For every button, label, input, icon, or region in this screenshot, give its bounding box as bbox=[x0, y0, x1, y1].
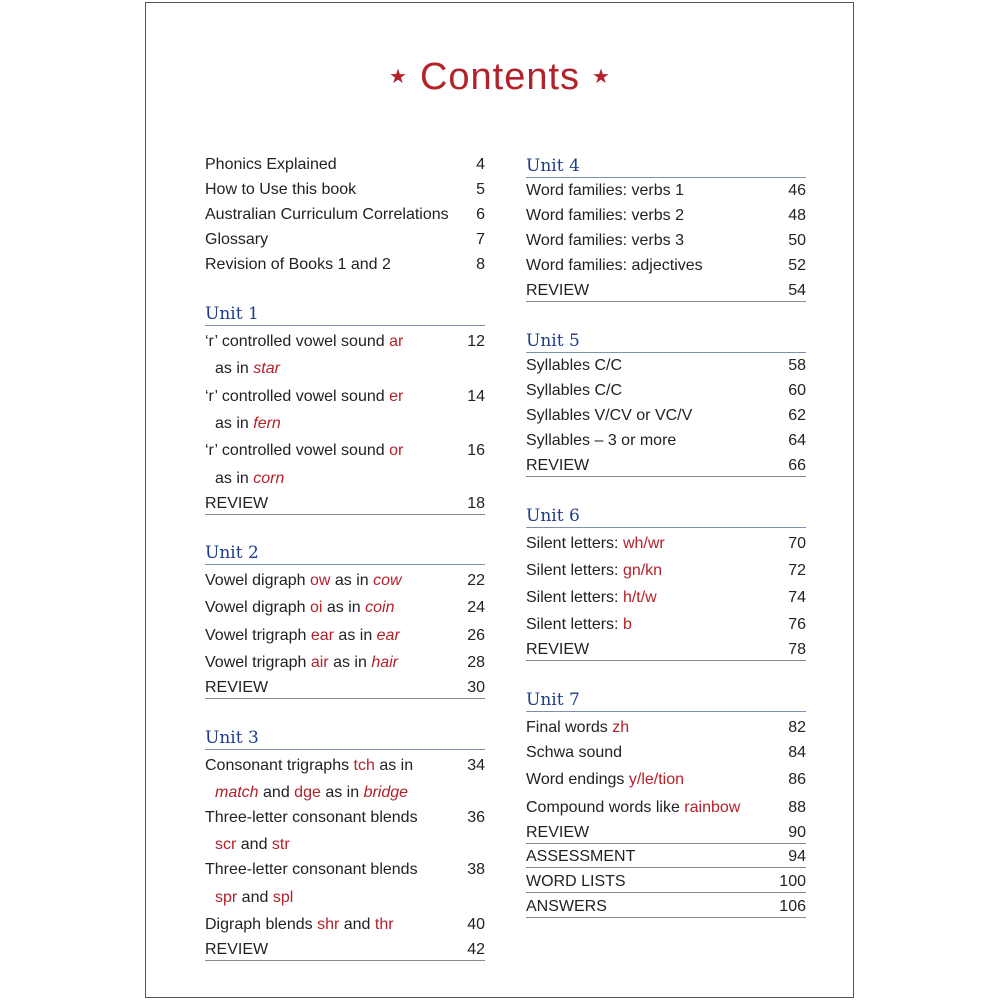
entry-label: Three-letter consonant blends bbox=[205, 809, 418, 826]
entry-page: 64 bbox=[788, 432, 806, 449]
toc-entry-phonics-explained[interactable] bbox=[205, 155, 485, 175]
toc-entry-unit3-scr[interactable] bbox=[205, 808, 485, 828]
entry-continuation: as in fern bbox=[215, 415, 281, 432]
unit-1-heading[interactable]: Unit 1 bbox=[205, 303, 485, 326]
entry-label: Phonics Explained bbox=[205, 156, 337, 173]
entry-label: REVIEW bbox=[205, 495, 269, 512]
entry-page: 88 bbox=[788, 799, 806, 816]
entry-page: 5 bbox=[476, 181, 485, 198]
entry-label: REVIEW bbox=[526, 457, 590, 474]
entry-page: 58 bbox=[788, 357, 806, 374]
entry-label: How to Use this book bbox=[205, 181, 357, 198]
entry-label: Silent letters: gn/kn bbox=[526, 562, 663, 579]
toc-entry-unit1-er[interactable] bbox=[205, 387, 485, 407]
unit-3-heading[interactable]: Unit 3 bbox=[205, 727, 485, 750]
toc-entry-unit6-b[interactable] bbox=[526, 615, 806, 635]
toc-entry-word-lists[interactable] bbox=[526, 872, 806, 893]
toc-entry-unit2-oi[interactable] bbox=[205, 598, 485, 618]
toc-entry-unit7-endings[interactable] bbox=[526, 770, 806, 790]
entry-label: Consonant trigraphs tch as in bbox=[205, 757, 414, 774]
entry-page: 16 bbox=[467, 442, 485, 459]
entry-continuation: match and dge as in bridge bbox=[215, 784, 409, 801]
entry-label: Schwa sound bbox=[526, 744, 623, 761]
entry-label: Vowel trigraph air as in hair bbox=[205, 654, 398, 671]
entry-page: 24 bbox=[467, 599, 485, 616]
entry-label: Three-letter consonant blends bbox=[205, 861, 418, 878]
entry-page: 30 bbox=[467, 679, 485, 696]
entry-page: 40 bbox=[467, 916, 485, 933]
entry-page: 6 bbox=[476, 206, 485, 223]
entry-page: 12 bbox=[467, 333, 485, 350]
entry-page: 90 bbox=[788, 824, 806, 841]
toc-entry-unit4-verbs3[interactable] bbox=[526, 231, 806, 251]
entry-label: ‘r’ controlled vowel sound ar bbox=[205, 333, 404, 350]
entry-continuation: as in star bbox=[215, 360, 280, 377]
entry-label: REVIEW bbox=[526, 282, 590, 299]
entry-label: Vowel digraph ow as in cow bbox=[205, 572, 402, 589]
entry-label: Silent letters: b bbox=[526, 616, 632, 633]
toc-entry-unit4-verbs1[interactable] bbox=[526, 181, 806, 201]
toc-entry-unit7-zh[interactable] bbox=[526, 718, 806, 738]
unit-5-heading[interactable]: Unit 5 bbox=[526, 330, 806, 353]
toc-entry-unit4-review[interactable] bbox=[526, 281, 806, 302]
title-text: Contents bbox=[419, 56, 581, 98]
entry-page: 34 bbox=[467, 757, 485, 774]
toc-entry-unit4-verbs2[interactable] bbox=[526, 206, 806, 226]
toc-entry-unit5-cc2[interactable] bbox=[526, 381, 806, 401]
entry-label: Vowel digraph oi as in coin bbox=[205, 599, 395, 616]
entry-page: 78 bbox=[788, 641, 806, 658]
toc-entry-unit5-vcv[interactable] bbox=[526, 406, 806, 426]
toc-entry-unit6-whwr[interactable] bbox=[526, 534, 806, 554]
entry-label: Word families: adjectives bbox=[526, 257, 703, 274]
entry-page: 42 bbox=[467, 941, 485, 958]
toc-entry-unit7-review[interactable] bbox=[526, 823, 806, 844]
entry-page: 26 bbox=[467, 627, 485, 644]
entry-label: Word families: verbs 3 bbox=[526, 232, 684, 249]
entry-label: Syllables – 3 or more bbox=[526, 432, 677, 449]
star-icon-left: ★ bbox=[389, 66, 408, 88]
entry-page: 28 bbox=[467, 654, 485, 671]
toc-entry-unit5-cc1[interactable] bbox=[526, 356, 806, 376]
entry-page: 72 bbox=[788, 562, 806, 579]
toc-entry-unit1-review[interactable] bbox=[205, 494, 485, 515]
entry-page: 60 bbox=[788, 382, 806, 399]
toc-entry-unit6-gnkn[interactable] bbox=[526, 561, 806, 581]
toc-entry-unit2-ow[interactable] bbox=[205, 571, 485, 591]
entry-continuation: scr and str bbox=[215, 836, 290, 853]
toc-entry-unit3-shr[interactable] bbox=[205, 915, 485, 935]
entry-label: Vowel trigraph ear as in ear bbox=[205, 627, 400, 644]
entry-page: 76 bbox=[788, 616, 806, 633]
entry-continuation: spr and spl bbox=[215, 889, 294, 906]
entry-label: Glossary bbox=[205, 231, 269, 248]
toc-entry-curriculum[interactable] bbox=[205, 205, 485, 225]
entry-page: 100 bbox=[779, 873, 806, 890]
entry-page: 4 bbox=[476, 156, 485, 173]
toc-entry-how-to-use[interactable] bbox=[205, 180, 485, 200]
toc-entry-unit2-review[interactable] bbox=[205, 678, 485, 699]
entry-label: Syllables C/C bbox=[526, 382, 623, 399]
toc-entry-answers[interactable] bbox=[526, 897, 806, 918]
entry-page: 48 bbox=[788, 207, 806, 224]
toc-entry-assessment[interactable] bbox=[526, 847, 806, 868]
entry-label: ANSWERS bbox=[526, 898, 607, 915]
entry-page: 66 bbox=[788, 457, 806, 474]
entry-label: ASSESSMENT bbox=[526, 848, 636, 865]
unit-6-heading[interactable]: Unit 6 bbox=[526, 505, 806, 528]
entry-page: 84 bbox=[788, 744, 806, 761]
unit-4-heading[interactable]: Unit 4 bbox=[526, 155, 806, 178]
entry-label: ‘r’ controlled vowel sound or bbox=[205, 442, 404, 459]
entry-label: Word families: verbs 1 bbox=[526, 182, 684, 199]
entry-page: 82 bbox=[788, 719, 806, 736]
entry-label: Silent letters: wh/wr bbox=[526, 535, 665, 552]
entry-page: 36 bbox=[467, 809, 485, 826]
toc-entry-revision[interactable] bbox=[205, 255, 485, 275]
entry-label: Syllables C/C bbox=[526, 357, 623, 374]
entry-page: 54 bbox=[788, 282, 806, 299]
toc-entry-glossary[interactable] bbox=[205, 230, 485, 250]
entry-label: Final words zh bbox=[526, 719, 630, 736]
entry-label: REVIEW bbox=[205, 941, 269, 958]
toc-entry-unit7-compound[interactable] bbox=[526, 798, 806, 818]
entry-page: 52 bbox=[788, 257, 806, 274]
entry-label: Word endings y/le/tion bbox=[526, 771, 685, 788]
unit-2-heading[interactable]: Unit 2 bbox=[205, 542, 485, 565]
toc-entry-unit3-tch[interactable] bbox=[205, 756, 485, 776]
toc-entry-unit1-ar[interactable] bbox=[205, 332, 485, 352]
entry-label: Australian Curriculum Correlations bbox=[205, 206, 449, 223]
toc-entry-unit5-3more[interactable] bbox=[526, 431, 806, 451]
entry-page: 106 bbox=[779, 898, 806, 915]
toc-entry-unit4-adjectives[interactable] bbox=[526, 256, 806, 276]
toc-entry-unit6-review[interactable] bbox=[526, 640, 806, 661]
unit-7-heading[interactable]: Unit 7 bbox=[526, 689, 806, 712]
entry-label: Silent letters: h/t/w bbox=[526, 589, 657, 606]
toc-entry-unit2-ear[interactable] bbox=[205, 626, 485, 646]
entry-label: Revision of Books 1 and 2 bbox=[205, 256, 391, 273]
toc-entry-unit2-air[interactable] bbox=[205, 653, 485, 673]
toc-entry-unit7-schwa[interactable] bbox=[526, 743, 806, 763]
entry-page: 74 bbox=[788, 589, 806, 606]
toc-entry-unit1-or[interactable] bbox=[205, 441, 485, 461]
entry-page: 94 bbox=[788, 848, 806, 865]
toc-entry-unit3-spr[interactable] bbox=[205, 860, 485, 880]
entry-label: Digraph blends shr and thr bbox=[205, 916, 394, 933]
entry-page: 50 bbox=[788, 232, 806, 249]
entry-label: REVIEW bbox=[205, 679, 269, 696]
entry-page: 38 bbox=[467, 861, 485, 878]
star-icon-right: ★ bbox=[592, 66, 611, 88]
entry-label: REVIEW bbox=[526, 824, 590, 841]
toc-entry-unit5-review[interactable] bbox=[526, 456, 806, 477]
entry-label: Word families: verbs 2 bbox=[526, 207, 684, 224]
entry-label: ‘r’ controlled vowel sound er bbox=[205, 388, 404, 405]
entry-continuation: as in corn bbox=[215, 470, 285, 487]
entry-page: 22 bbox=[467, 572, 485, 589]
entry-page: 18 bbox=[467, 495, 485, 512]
entry-page: 70 bbox=[788, 535, 806, 552]
entry-label: Syllables V/CV or VC/V bbox=[526, 407, 693, 424]
entry-label: REVIEW bbox=[526, 641, 590, 658]
entry-label: WORD LISTS bbox=[526, 873, 626, 890]
toc-entry-unit6-htw[interactable] bbox=[526, 588, 806, 608]
toc-entry-unit3-review[interactable] bbox=[205, 940, 485, 961]
entry-page: 62 bbox=[788, 407, 806, 424]
entry-page: 14 bbox=[467, 388, 485, 405]
entry-page: 7 bbox=[476, 231, 485, 248]
entry-page: 46 bbox=[788, 182, 806, 199]
entry-label: Compound words like rainbow bbox=[526, 799, 741, 816]
entry-page: 8 bbox=[476, 256, 485, 273]
entry-page: 86 bbox=[788, 771, 806, 788]
page-title bbox=[0, 56, 1000, 99]
